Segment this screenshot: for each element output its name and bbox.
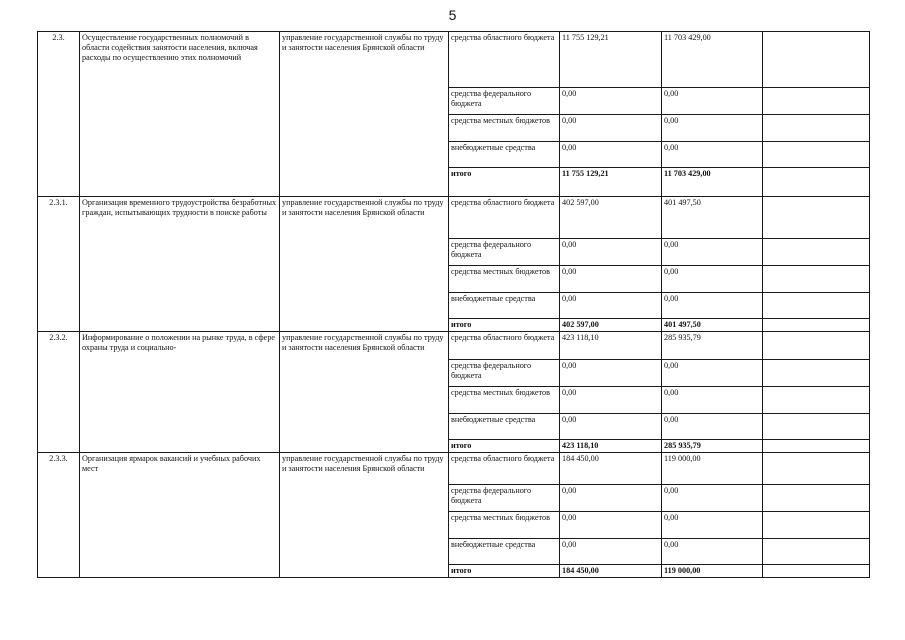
empty-cell (763, 168, 870, 197)
empty-cell (763, 32, 870, 88)
amount-regional-1: 423 118,10 (560, 332, 662, 360)
amount-total-2: 285 935,79 (662, 440, 763, 453)
item-number: 2.3.3. (38, 453, 80, 578)
amount-local-1: 0,00 (560, 387, 662, 414)
table-row-regional (38, 32, 870, 88)
page-number: 5 (448, 7, 457, 23)
amount-federal-2: 0,00 (662, 239, 763, 266)
amount-regional-2: 11 703 429,00 (662, 32, 763, 88)
empty-cell (763, 387, 870, 414)
funding-source-label: внебюджетные средства (449, 414, 560, 440)
budget-table (37, 31, 870, 578)
amount-extrabudget-1: 0,00 (560, 293, 662, 319)
funding-source-label: средства областного бюджета (449, 453, 560, 485)
amount-regional-2: 285 935,79 (662, 332, 763, 360)
item-name: Информирование о положении на рынке труда, в сфере охраны труда и социально- (80, 332, 280, 453)
amount-local-1: 0,00 (560, 512, 662, 539)
empty-cell (763, 142, 870, 168)
amount-total-1: 184 450,00 (560, 565, 662, 578)
item-number: 2.3.1. (38, 197, 80, 332)
item-executor: управление государственной службы по труду и занятости населения Брянской области (280, 197, 449, 332)
amount-local-2: 0,00 (662, 512, 763, 539)
empty-cell (763, 565, 870, 578)
amount-extrabudget-1: 0,00 (560, 414, 662, 440)
funding-source-label: средства федерального бюджета (449, 239, 560, 266)
amount-federal-2: 0,00 (662, 88, 763, 115)
funding-source-label: итого (449, 440, 560, 453)
funding-source-label: средства местных бюджетов (449, 387, 560, 414)
amount-local-2: 0,00 (662, 266, 763, 293)
empty-cell (763, 512, 870, 539)
table-row-regional (38, 453, 870, 485)
empty-cell (763, 332, 870, 360)
amount-federal-1: 0,00 (560, 239, 662, 266)
item-executor: управление государственной службы по труду и занятости населения Брянской области (280, 332, 449, 453)
amount-federal-1: 0,00 (560, 88, 662, 115)
amount-federal-1: 0,00 (560, 485, 662, 512)
item-executor: управление государственной службы по труду и занятости населения Брянской области (280, 453, 449, 578)
funding-source-label: внебюджетные средства (449, 293, 560, 319)
amount-regional-2: 119 000,00 (662, 453, 763, 485)
funding-source-label: средства федерального бюджета (449, 360, 560, 387)
amount-extrabudget-2: 0,00 (662, 539, 763, 565)
item-number: 2.3. (38, 32, 80, 197)
empty-cell (763, 239, 870, 266)
empty-cell (763, 115, 870, 142)
empty-cell (763, 539, 870, 565)
empty-cell (763, 319, 870, 332)
amount-total-1: 402 597,00 (560, 319, 662, 332)
empty-cell (763, 293, 870, 319)
amount-total-1: 11 755 129,21 (560, 168, 662, 197)
amount-total-2: 119 000,00 (662, 565, 763, 578)
empty-cell (763, 414, 870, 440)
amount-extrabudget-1: 0,00 (560, 142, 662, 168)
amount-extrabudget-2: 0,00 (662, 142, 763, 168)
funding-source-label: внебюджетные средства (449, 142, 560, 168)
funding-source-label: средства местных бюджетов (449, 266, 560, 293)
empty-cell (763, 266, 870, 293)
empty-cell (763, 485, 870, 512)
empty-cell (763, 197, 870, 239)
amount-local-1: 0,00 (560, 115, 662, 142)
amount-extrabudget-2: 0,00 (662, 293, 763, 319)
amount-federal-2: 0,00 (662, 360, 763, 387)
item-executor: управление государственной службы по труду и занятости населения Брянской области (280, 32, 449, 197)
funding-source-label: средства местных бюджетов (449, 512, 560, 539)
funding-source-label: итого (449, 319, 560, 332)
amount-federal-1: 0,00 (560, 360, 662, 387)
amount-regional-1: 184 450,00 (560, 453, 662, 485)
empty-cell (763, 453, 870, 485)
amount-extrabudget-1: 0,00 (560, 539, 662, 565)
empty-cell (763, 88, 870, 115)
funding-source-label: средства федерального бюджета (449, 485, 560, 512)
empty-cell (763, 360, 870, 387)
item-number: 2.3.2. (38, 332, 80, 453)
empty-cell (763, 440, 870, 453)
funding-source-label: средства областного бюджета (449, 332, 560, 360)
amount-federal-2: 0,00 (662, 485, 763, 512)
table-row-regional (38, 197, 870, 239)
amount-total-1: 423 118,10 (560, 440, 662, 453)
funding-source-label: средства федерального бюджета (449, 88, 560, 115)
funding-source-label: средства областного бюджета (449, 32, 560, 88)
amount-local-2: 0,00 (662, 115, 763, 142)
amount-total-2: 401 497,50 (662, 319, 763, 332)
funding-source-label: итого (449, 565, 560, 578)
item-name: Осуществление государственных полномочий в области содействия занятости населения, включая расходы по осуществлению этих полномочий (80, 32, 280, 197)
amount-regional-2: 401 497,50 (662, 197, 763, 239)
amount-regional-1: 11 755 129,21 (560, 32, 662, 88)
funding-source-label: итого (449, 168, 560, 197)
budget-table-body (38, 32, 870, 578)
amount-regional-1: 402 597,00 (560, 197, 662, 239)
funding-source-label: внебюджетные средства (449, 539, 560, 565)
funding-source-label: средства областного бюджета (449, 197, 560, 239)
table-row-regional (38, 332, 870, 360)
amount-local-2: 0,00 (662, 387, 763, 414)
amount-local-1: 0,00 (560, 266, 662, 293)
funding-source-label: средства местных бюджетов (449, 115, 560, 142)
item-name: Организация ярмарок вакансий и учебных рабочих мест (80, 453, 280, 578)
item-name: Организация временного трудоустройства безработных граждан, испытывающих трудности в поиске работы (80, 197, 280, 332)
amount-total-2: 11 703 429,00 (662, 168, 763, 197)
amount-extrabudget-2: 0,00 (662, 414, 763, 440)
